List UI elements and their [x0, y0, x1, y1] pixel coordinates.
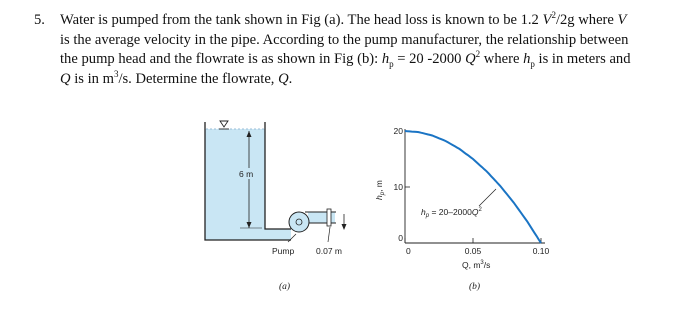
y-tick-label: 10	[393, 182, 403, 192]
pump-body	[289, 212, 309, 232]
pump-label: Pump	[272, 246, 295, 256]
x-tick-label: 0	[406, 246, 411, 256]
pump-curve-line	[405, 131, 541, 243]
problem-line-4: Q is in $m^3/s$. Determine the flowrate, Q.	[60, 68, 293, 87]
free-surface-symbol	[220, 121, 228, 127]
y-tick-label: 0	[398, 233, 403, 243]
problem-line-2: is the average velocity in the pipe. According to the pump manufacturer, the relationship between	[60, 31, 629, 48]
y-tick-label: 20	[393, 126, 403, 136]
figure-a	[205, 121, 347, 292]
y-axis-label: $h_p$, m	[374, 180, 386, 200]
figure-a-caption: (a)	[279, 282, 291, 292]
pipe-diameter-label: 0.07 m	[316, 246, 342, 256]
pipe-water	[265, 229, 291, 240]
x-axis-label: Q, $m^3/s$	[462, 260, 491, 270]
outlet-flow-arrowhead	[342, 224, 347, 230]
problem-line-1: Water is pumped from the tank shown in Fig (a). The head loss is known to be 1.2 $V^2/2g$ where V	[60, 10, 627, 28]
problem-number: 5.	[34, 12, 45, 28]
curve-label: $h_p = 20-2000Q^2$	[421, 207, 482, 219]
depth-label: 6 m	[239, 169, 254, 179]
y-ticks	[394, 126, 410, 243]
x-ticks	[405, 238, 550, 256]
problem-line-3: the pump head and the flowrate is as shown in Fig (b): $h_p = 20$ -2000 $Q^2$ where $h_p$ is in meters and	[60, 49, 631, 69]
figure-b-caption: (b)	[469, 282, 481, 292]
figure-b	[374, 126, 550, 292]
x-tick-label: 0.05	[464, 246, 482, 256]
outlet-valve	[327, 209, 331, 226]
pipe-leader	[328, 227, 330, 242]
curve-leader	[479, 189, 496, 206]
tank-water-body	[205, 129, 265, 240]
x-tick-label: 0.10	[532, 246, 550, 256]
